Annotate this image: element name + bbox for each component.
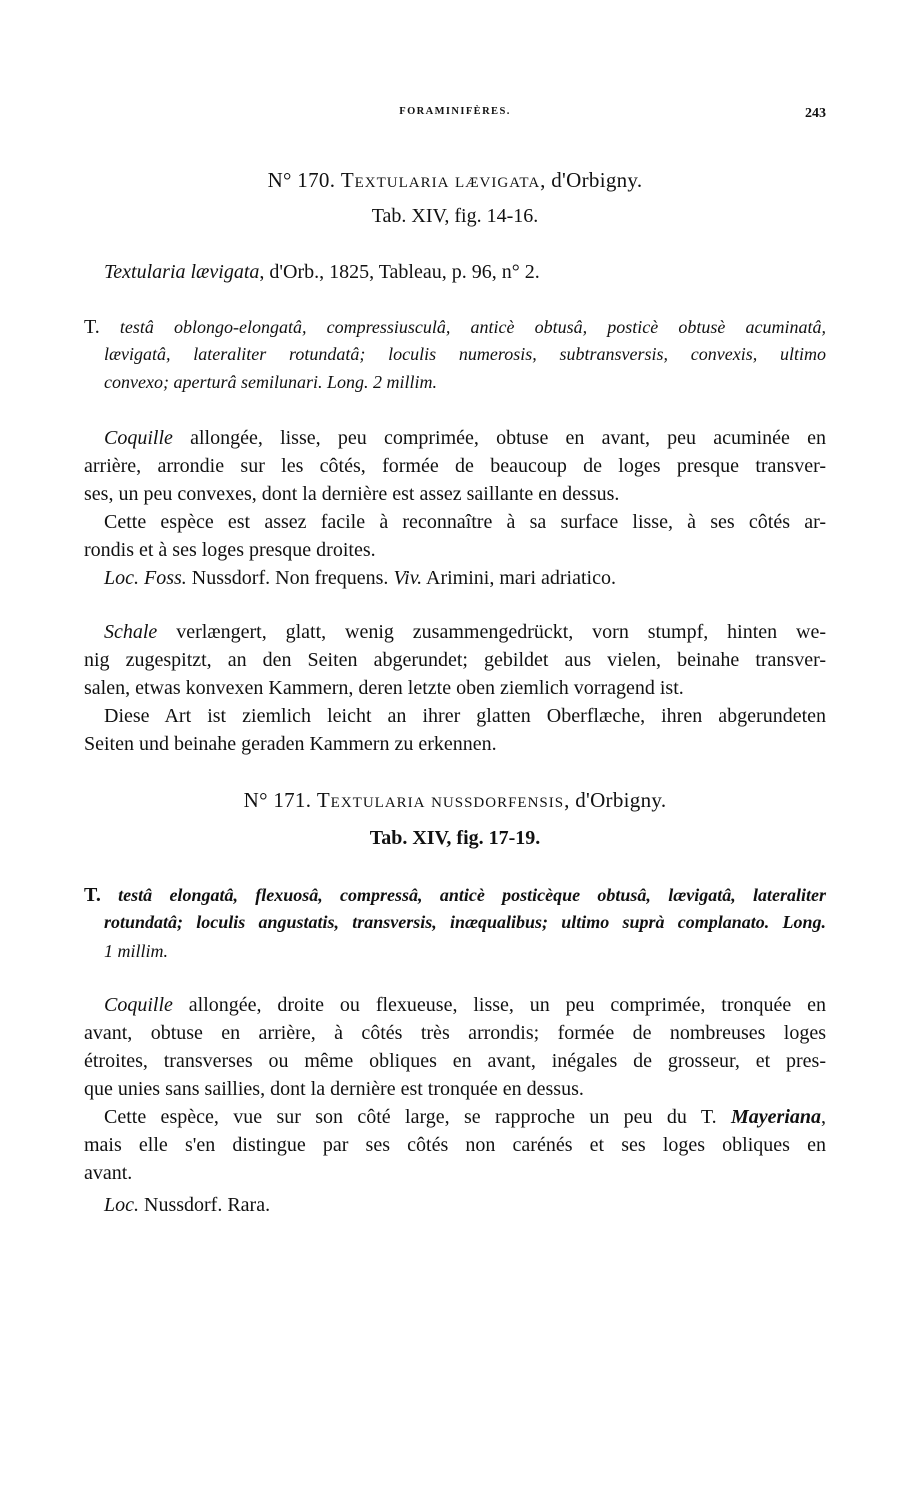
german-remark-line: Diese Art ist ziemlich leicht an ihrer glatten Oberflæche, ihren abgerundeten xyxy=(104,705,826,727)
description-lead: Coquille xyxy=(104,994,173,1016)
diagnosis-lead: T. xyxy=(84,316,100,338)
description-line: que unies sans saillies, dont la dernière est tronquée en dessus. xyxy=(84,1078,584,1100)
page-number: 243 xyxy=(805,106,826,121)
living-text: Arimini, mari adriatico. xyxy=(422,567,616,589)
locality-text: Nussdorf. Non frequens. xyxy=(186,567,394,589)
author-name: , d'Orbigny. xyxy=(564,788,667,812)
reference-details: , d'Orb., 1825, Tableau, p. 96, n° 2. xyxy=(259,261,540,283)
description-text: allongée, lisse, peu comprimée, obtuse en avant, peu acuminée en xyxy=(172,427,826,449)
locality-line xyxy=(104,1194,826,1217)
reference-name: Textularia lævigata xyxy=(104,261,260,283)
german-description-line: nig zugespitzt, an den Seiten abgerundet; gebildet aus vielen, beinahe transver- xyxy=(84,649,826,671)
diagnosis-line: rotundatâ; loculis angustatis, transversis, inæqualibus; ultimo suprà complanato. Long. xyxy=(104,912,826,932)
living-label: Viv. xyxy=(393,567,423,589)
genus-name: Textularia xyxy=(340,168,450,192)
species-name: lævigata xyxy=(455,168,541,192)
german-lead: Schale xyxy=(104,621,158,643)
running-title: FORAMINIFÈRES. xyxy=(399,106,511,117)
running-header xyxy=(84,106,826,126)
german-text: verlængert, glatt, wenig zusammengedrückt, vorn stumpf, hinten we- xyxy=(157,621,826,643)
remark-line xyxy=(104,1106,826,1129)
remark-line: rondis et à ses loges presque droites. xyxy=(84,539,376,561)
locality-label: Loc. Foss. xyxy=(104,567,187,589)
remark-line: Cette espèce est assez facile à reconnaître à sa surface lisse, à ses côtés ar- xyxy=(104,511,826,533)
locality-line xyxy=(104,567,826,590)
german-description-line: salen, etwas konvexen Kammern, deren letzte oben ziemlich vorragend ist. xyxy=(84,677,684,699)
description-line: étroites, transverses ou même obliques en avant, inégales de grosseur, et pres- xyxy=(84,1050,826,1072)
description-line: ses, un peu convexes, dont la dernière est assez saillante en dessus. xyxy=(84,483,620,505)
locality-text: Nussdorf. Rara. xyxy=(139,1194,271,1216)
entry-number: N° 170. xyxy=(267,168,336,192)
remark-line: mais elle s'en distingue par ses côtés non carénés et ses loges obliques en xyxy=(84,1134,826,1156)
description-line: avant, obtuse en arrière, à côtés très arrondis; formée de nombreuses loges xyxy=(84,1022,826,1044)
description-lead: Coquille xyxy=(104,427,173,449)
diagnosis-line xyxy=(84,316,826,339)
description-line xyxy=(104,994,826,1017)
diagnosis-line: lævigatâ, lateraliter rotundatâ; loculis numerosis, subtransversis, convexis, ultimo xyxy=(104,344,826,364)
description-text: allongée, droite ou flexueuse, lisse, un peu comprimée, tronquée en xyxy=(172,994,826,1016)
description-line: arrière, arrondie sur les côtés, formée de beaucoup de loges presque transver- xyxy=(84,455,826,477)
entry-170-heading xyxy=(84,168,826,193)
german-remark-line: Seiten und beinahe geraden Kammern zu erkennen. xyxy=(84,733,497,755)
entry-171-heading xyxy=(84,788,826,813)
remark-punct: , xyxy=(821,1106,826,1128)
entry-170-plate: Tab. XIV, fig. 14-16. xyxy=(371,205,539,227)
entry-number: N° 171. xyxy=(243,788,312,812)
entry-171-plate: Tab. XIV, fig. 17-19. xyxy=(369,827,541,849)
remark-line: avant. xyxy=(84,1162,133,1184)
diagnosis-line: convexo; aperturâ semilunari. Long. 2 millim. xyxy=(104,372,437,392)
diagnosis-text: testâ oblongo-elongatâ, compressiusculâ, anticè obtusâ, posticè obtusè acuminatâ, xyxy=(119,317,826,337)
locality-label: Loc. xyxy=(104,1194,139,1216)
author-name: , d'Orbigny. xyxy=(540,168,643,192)
description-line xyxy=(104,427,826,450)
diagnosis-text: testâ elongatâ, flexuosâ, compressâ, anticè posticèque obtusâ, lævigatâ, lateraliter xyxy=(118,885,826,905)
species-name: nussdorfensis xyxy=(431,788,565,812)
genus-name: Textularia xyxy=(316,788,426,812)
german-description-line xyxy=(104,621,826,644)
diagnosis-line xyxy=(84,884,826,907)
remark-text: Cette espèce, vue sur son côté large, se rapproche un peu du T. xyxy=(104,1106,731,1128)
species-reference: Mayeriana xyxy=(731,1106,821,1128)
entry-170-reference xyxy=(104,261,826,284)
diagnosis-lead: T. xyxy=(84,884,101,906)
diagnosis-line: 1 millim. xyxy=(104,941,169,961)
